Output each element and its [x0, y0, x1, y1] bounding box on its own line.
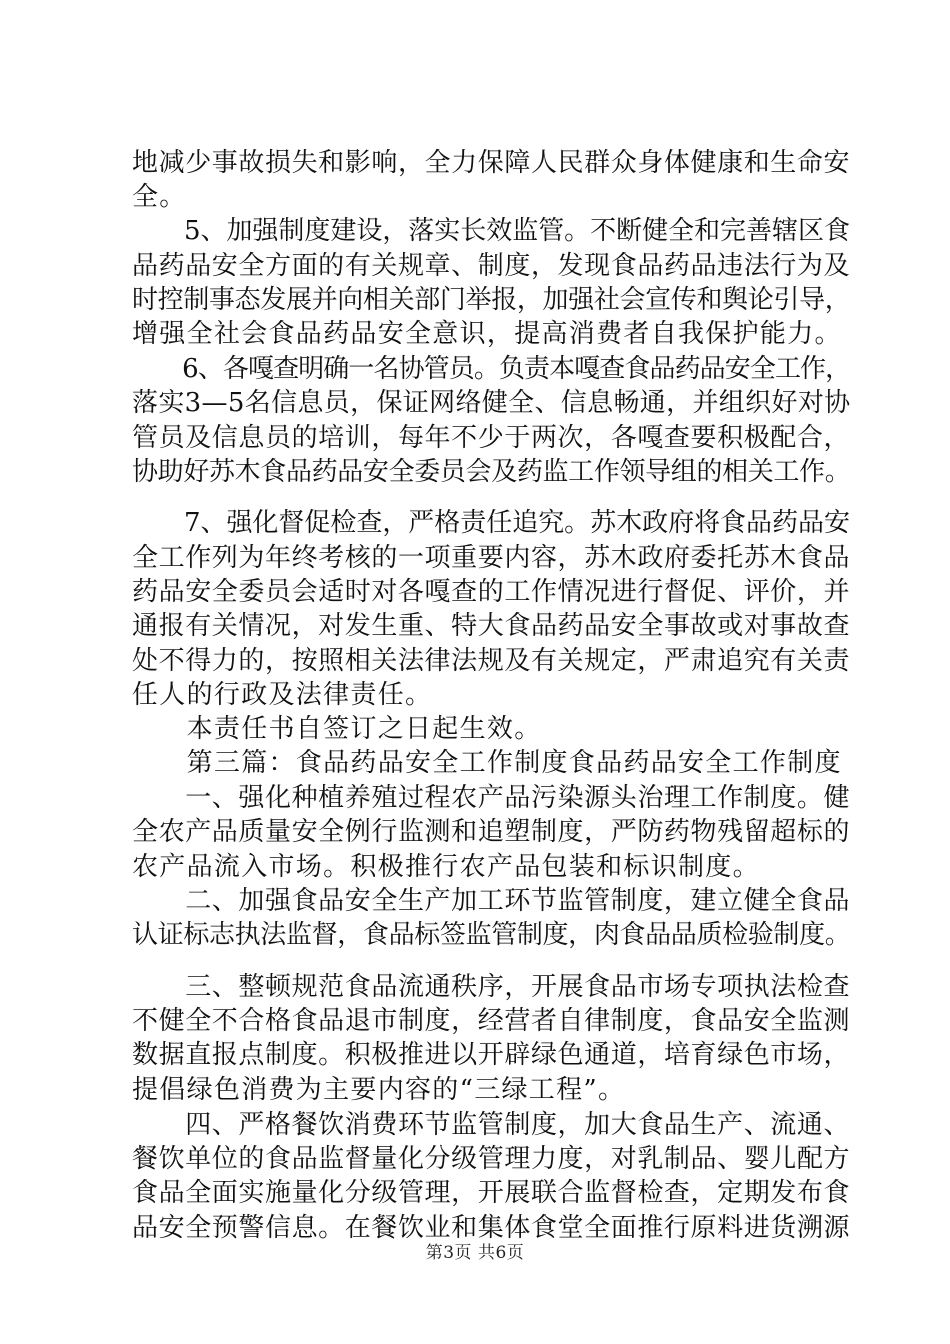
text-line: 一、强化种植养殖过程农产品污染源头治理工作制度。健: [132, 783, 851, 813]
text-line: 管员及信息员的培训，每年不少于两次，各嘎查要积极配合，: [132, 423, 851, 453]
text-line: 通报有关情况，对发生重、特大食品药品安全事故或对事故查: [132, 611, 851, 641]
text-line: 二、加强食品安全生产加工环节监管制度，建立健全食品: [132, 886, 851, 916]
text-line: 时控制事态发展并向相关部门举报，加强社会宣传和舆论引导，: [132, 285, 851, 315]
text-line: 提倡绿色消费为主要内容的“三绿工程”。: [132, 1075, 626, 1105]
text-line: 协助好苏木食品药品安全委员会及药监工作领导组的相关工作。: [132, 457, 851, 487]
text-line: 6、各嘎查明确一名协管员。负责本嘎查食品药品安全工作，: [132, 354, 851, 384]
text-line: 处不得力的，按照相关法律法规及有关规定，严肃追究有关责: [132, 646, 851, 676]
text-line: 落实3—5名信息员，保证网络健全、信息畅通，并组织好对协: [132, 388, 851, 418]
page-number: 第3页 共6页: [425, 1243, 525, 1263]
text-line: 认证标志执法监督，食品标签监管制度，肉食品品质检验制度。: [132, 920, 851, 950]
text-line: 第三篇：食品药品安全工作制度食品药品安全工作制度: [132, 748, 842, 778]
text-line: 任人的行政及法律责任。: [132, 680, 433, 710]
text-line: 全工作列为年终考核的一项重要内容，苏木政府委托苏木食品: [132, 543, 851, 573]
text-line: 不健全不合格食品退市制度，经营者自律制度，食品安全监测: [132, 1006, 851, 1036]
text-line: 全。: [132, 182, 187, 212]
text-line: 品药品安全方面的有关规章、制度，发现食品药品违法行为及: [132, 251, 851, 281]
text-line: 农产品流入市场。积极推行农产品包装和标识制度。: [132, 852, 760, 882]
text-line: 5、加强制度建设，落实长效监管。不断健全和完善辖区食: [132, 216, 850, 246]
text-line: 四、严格餐饮消费环节监管制度，加大食品生产、流通、: [132, 1110, 851, 1140]
text-line: 增强全社会食品药品安全意识，提高消费者自我保护能力。: [132, 319, 842, 349]
text-line: 药品安全委员会适时对各嘎查的工作情况进行督促、评价，并: [132, 577, 851, 607]
text-line: 数据直报点制度。积极推进以开辟绿色通道，培育绿色市场，: [132, 1040, 851, 1070]
text-line: 本责任书自签订之日起生效。: [132, 714, 542, 744]
text-line: 食品全面实施量化分级管理，开展联合监督检查，定期发布食: [132, 1178, 851, 1208]
text-line: 品安全预警信息。在餐饮业和集体食堂全面推行原料进货溯源: [132, 1213, 851, 1243]
text-line: 全农产品质量安全例行监测和追塑制度，严防药物残留超标的: [132, 817, 851, 847]
text-line: 餐饮单位的食品监督量化分级管理力度，对乳制品、婴儿配方: [132, 1144, 851, 1174]
text-line: 7、强化督促检查，严格责任追究。苏木政府将食品药品安: [132, 508, 850, 538]
text-line: 地减少事故损失和影响，全力保障人民群众身体健康和生命安: [132, 148, 851, 178]
text-line: 三、整顿规范食品流通秩序，开展食品市场专项执法检查: [132, 972, 851, 1002]
